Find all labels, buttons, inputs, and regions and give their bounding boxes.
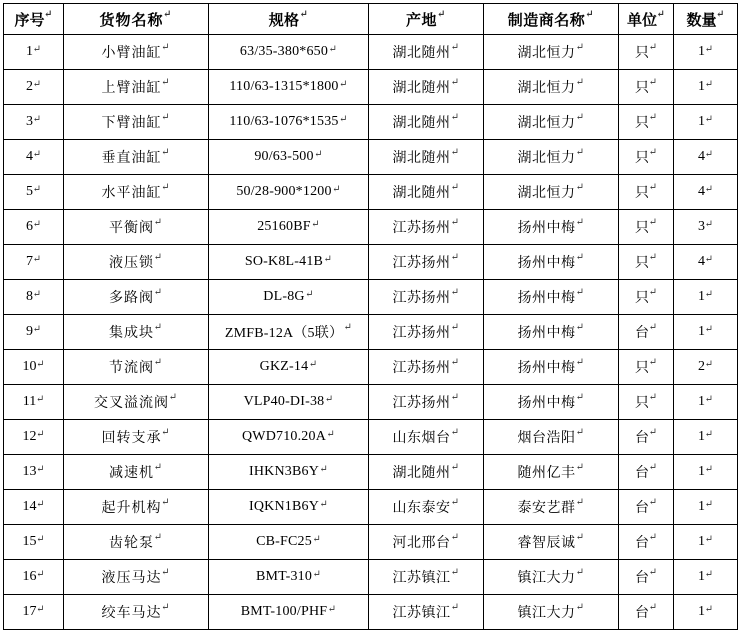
cell-maker — [484, 385, 619, 420]
cell-text: 扬州中梅 ↵ — [518, 252, 585, 272]
cell-text: DL-8G ↵ — [263, 289, 313, 305]
cell-text: 湖北随州 ↵ — [393, 77, 460, 97]
cell-text: 台 ↵ — [635, 567, 657, 587]
cell-text: 8 ↵ — [26, 289, 41, 305]
cell-name — [64, 175, 209, 210]
cell-text: 液压锁 ↵ — [109, 252, 163, 272]
cell-spec — [209, 140, 369, 175]
cell-seq — [4, 490, 64, 525]
table-row — [4, 315, 738, 350]
cell-text: 扬州中梅 ↵ — [518, 322, 585, 342]
cell-text: 14 ↵ — [23, 499, 45, 515]
cell-text: 16 ↵ — [23, 569, 45, 585]
cell-origin — [369, 420, 484, 455]
cell-qty — [674, 560, 738, 595]
cell-spec — [209, 210, 369, 245]
column-header-maker: 制造商名称 ↵ — [484, 4, 619, 35]
cell-text: 小臂油缸 ↵ — [102, 42, 171, 62]
cell-text: 下臂油缸 ↵ — [102, 112, 171, 132]
table-row — [4, 420, 738, 455]
cell-text: 台 ↵ — [635, 462, 657, 482]
cell-text: 50/28-900*1200 ↵ — [236, 184, 340, 200]
cell-text: IQKN1B6Y ↵ — [249, 499, 328, 515]
cell-qty — [674, 140, 738, 175]
table-header — [4, 4, 738, 35]
cell-seq — [4, 105, 64, 140]
cell-text: 回转支承 ↵ — [102, 427, 171, 447]
cell-origin — [369, 350, 484, 385]
cell-text: 台 ↵ — [635, 497, 657, 517]
cell-text: 泰安艺群 ↵ — [518, 497, 585, 517]
cell-maker — [484, 525, 619, 560]
cell-text: 湖北随州 ↵ — [393, 182, 460, 202]
cell-text: 河北邢台 ↵ — [393, 532, 460, 552]
cell-text: 90/63-500 ↵ — [254, 149, 322, 165]
cell-text: 台 ↵ — [635, 532, 657, 552]
cell-text: 扬州中梅 ↵ — [518, 217, 585, 237]
cell-qty — [674, 420, 738, 455]
cell-qty — [674, 245, 738, 280]
cell-text: 只 ↵ — [635, 287, 657, 307]
cell-text: 4 ↵ — [698, 149, 713, 165]
cell-text: 江苏扬州 ↵ — [393, 392, 460, 412]
cell-text: 1 ↵ — [698, 324, 713, 340]
cell-seq — [4, 280, 64, 315]
cell-text: 湖北恒力 ↵ — [518, 77, 585, 97]
cell-spec — [209, 175, 369, 210]
cell-spec — [209, 70, 369, 105]
cell-seq — [4, 455, 64, 490]
cell-text: 江苏扬州 ↵ — [393, 357, 460, 377]
cell-maker — [484, 70, 619, 105]
cell-text: 1 ↵ — [698, 289, 713, 305]
cell-unit — [619, 70, 674, 105]
cell-qty — [674, 70, 738, 105]
cell-text: 2 ↵ — [26, 79, 41, 95]
cell-spec — [209, 525, 369, 560]
cell-text: 江苏镇江 ↵ — [393, 567, 460, 587]
cell-text: 只 ↵ — [635, 112, 657, 132]
cell-text: 只 ↵ — [635, 392, 657, 412]
cell-text: 15 ↵ — [23, 534, 45, 550]
cell-text: 水平油缸 ↵ — [102, 182, 171, 202]
cell-qty — [674, 105, 738, 140]
cell-qty — [674, 175, 738, 210]
table-row — [4, 105, 738, 140]
table-row — [4, 175, 738, 210]
cell-maker — [484, 420, 619, 455]
table-body — [4, 35, 738, 630]
cell-text: 6 ↵ — [26, 219, 41, 235]
column-header-seq: 序号 ↵ — [4, 4, 64, 35]
cell-text: 湖北恒力 ↵ — [518, 182, 585, 202]
cell-origin — [369, 595, 484, 630]
cell-text: 湖北随州 ↵ — [393, 462, 460, 482]
cell-text: 山东烟台 ↵ — [393, 427, 460, 447]
cell-origin — [369, 560, 484, 595]
cell-text: 齿轮泵 ↵ — [109, 532, 163, 552]
cell-seq — [4, 560, 64, 595]
cell-seq — [4, 420, 64, 455]
cell-name — [64, 140, 209, 175]
cell-text: 7 ↵ — [26, 254, 41, 270]
cell-spec — [209, 490, 369, 525]
cell-text: 25160BF ↵ — [257, 219, 320, 235]
cell-text: 只 ↵ — [635, 217, 657, 237]
cell-maker — [484, 350, 619, 385]
cell-maker — [484, 35, 619, 70]
cell-text: 12 ↵ — [23, 429, 45, 445]
cell-origin — [369, 385, 484, 420]
cell-seq — [4, 140, 64, 175]
cell-name — [64, 105, 209, 140]
cell-qty — [674, 35, 738, 70]
cell-name — [64, 420, 209, 455]
cell-seq — [4, 210, 64, 245]
cell-text: 1 ↵ — [698, 604, 713, 620]
cell-text: 台 ↵ — [635, 602, 657, 622]
cell-maker — [484, 595, 619, 630]
cell-qty — [674, 525, 738, 560]
cell-unit — [619, 525, 674, 560]
cell-text: 只 ↵ — [635, 42, 657, 62]
cell-text: 湖北随州 ↵ — [393, 42, 460, 62]
cell-unit — [619, 105, 674, 140]
cell-unit — [619, 210, 674, 245]
cell-text: 镇江大力 ↵ — [518, 567, 585, 587]
cell-text: 睿智辰诚 ↵ — [518, 532, 585, 552]
cell-seq — [4, 350, 64, 385]
cell-text: 只 ↵ — [635, 252, 657, 272]
cell-spec — [209, 35, 369, 70]
cell-name — [64, 315, 209, 350]
table-row — [4, 280, 738, 315]
cell-qty — [674, 350, 738, 385]
cell-text: 1 ↵ — [698, 499, 713, 515]
cell-text: 1 ↵ — [26, 44, 41, 60]
goods-specification-table — [3, 3, 738, 630]
cell-seq — [4, 385, 64, 420]
cell-spec — [209, 350, 369, 385]
cell-spec — [209, 105, 369, 140]
cell-spec — [209, 280, 369, 315]
cell-text: 江苏扬州 ↵ — [393, 252, 460, 272]
cell-maker — [484, 315, 619, 350]
cell-text: 3 ↵ — [26, 114, 41, 130]
cell-name — [64, 245, 209, 280]
cell-unit — [619, 280, 674, 315]
table-row — [4, 385, 738, 420]
cell-origin — [369, 210, 484, 245]
cell-unit — [619, 245, 674, 280]
column-header-spec: 规格 ↵ — [209, 4, 369, 35]
cell-text: 随州亿丰 ↵ — [518, 462, 585, 482]
cell-text: 集成块 ↵ — [109, 322, 163, 342]
cell-text: 湖北恒力 ↵ — [518, 147, 585, 167]
cell-text: 绞车马达 ↵ — [102, 602, 171, 622]
table-row — [4, 35, 738, 70]
cell-qty — [674, 455, 738, 490]
cell-text: 扬州中梅 ↵ — [518, 357, 585, 377]
column-header-unit: 单位 ↵ — [619, 4, 674, 35]
cell-origin — [369, 455, 484, 490]
cell-text: 9 ↵ — [26, 324, 41, 340]
cell-qty — [674, 280, 738, 315]
cell-text: 只 ↵ — [635, 182, 657, 202]
cell-maker — [484, 105, 619, 140]
cell-text: ZMFB-12A（5联） ↵ — [225, 322, 352, 342]
cell-text: 多路阀 ↵ — [109, 287, 163, 307]
cell-text: 江苏扬州 ↵ — [393, 322, 460, 342]
cell-origin — [369, 175, 484, 210]
cell-text: 山东泰安 ↵ — [393, 497, 460, 517]
table-row — [4, 140, 738, 175]
cell-unit — [619, 175, 674, 210]
cell-text: BMT-100/PHF ↵ — [241, 604, 337, 620]
cell-text: 10 ↵ — [23, 359, 45, 375]
cell-text: BMT-310 ↵ — [256, 569, 321, 585]
cell-text: 镇江大力 ↵ — [518, 602, 585, 622]
cell-text: 4 ↵ — [26, 149, 41, 165]
cell-origin — [369, 35, 484, 70]
cell-name — [64, 35, 209, 70]
cell-text: VLP40-DI-38 ↵ — [244, 394, 334, 410]
table-row — [4, 210, 738, 245]
cell-seq — [4, 525, 64, 560]
cell-text: 平衡阀 ↵ — [109, 217, 163, 237]
cell-spec — [209, 455, 369, 490]
cell-text: CB-FC25 ↵ — [256, 534, 321, 550]
cell-text: 江苏扬州 ↵ — [393, 287, 460, 307]
cell-unit — [619, 420, 674, 455]
cell-text: 只 ↵ — [635, 147, 657, 167]
cell-spec — [209, 385, 369, 420]
cell-unit — [619, 315, 674, 350]
table-row — [4, 490, 738, 525]
cell-text: 2 ↵ — [698, 359, 713, 375]
cell-qty — [674, 210, 738, 245]
cell-spec — [209, 595, 369, 630]
column-header-name: 货物名称 ↵ — [64, 4, 209, 35]
cell-name — [64, 525, 209, 560]
column-header-origin: 产地 ↵ — [369, 4, 484, 35]
cell-text: 1 ↵ — [698, 44, 713, 60]
cell-text: 1 ↵ — [698, 79, 713, 95]
cell-name — [64, 595, 209, 630]
cell-maker — [484, 560, 619, 595]
table-row — [4, 70, 738, 105]
cell-origin — [369, 105, 484, 140]
cell-unit — [619, 595, 674, 630]
cell-maker — [484, 280, 619, 315]
table-row — [4, 455, 738, 490]
cell-seq — [4, 245, 64, 280]
table-row — [4, 560, 738, 595]
cell-unit — [619, 455, 674, 490]
cell-text: GKZ-14 ↵ — [260, 359, 318, 375]
cell-seq — [4, 70, 64, 105]
cell-text: 110/63-1315*1800 ↵ — [229, 79, 347, 95]
cell-qty — [674, 595, 738, 630]
cell-unit — [619, 35, 674, 70]
cell-maker — [484, 455, 619, 490]
cell-qty — [674, 315, 738, 350]
cell-spec — [209, 245, 369, 280]
cell-maker — [484, 490, 619, 525]
cell-unit — [619, 490, 674, 525]
cell-name — [64, 280, 209, 315]
cell-name — [64, 210, 209, 245]
cell-unit — [619, 140, 674, 175]
cell-name — [64, 350, 209, 385]
table-row — [4, 245, 738, 280]
cell-text: 湖北恒力 ↵ — [518, 42, 585, 62]
cell-text: 110/63-1076*1535 ↵ — [229, 114, 347, 130]
cell-text: 11 ↵ — [23, 394, 44, 410]
cell-name — [64, 385, 209, 420]
cell-text: 1 ↵ — [698, 464, 713, 480]
cell-origin — [369, 525, 484, 560]
cell-text: 扬州中梅 ↵ — [518, 392, 585, 412]
cell-maker — [484, 245, 619, 280]
cell-unit — [619, 385, 674, 420]
cell-name — [64, 490, 209, 525]
cell-text: 湖北随州 ↵ — [393, 112, 460, 132]
table-row — [4, 595, 738, 630]
cell-seq — [4, 175, 64, 210]
cell-origin — [369, 140, 484, 175]
cell-spec — [209, 560, 369, 595]
cell-text: 交叉溢流阀 ↵ — [94, 392, 178, 412]
cell-text: 5 ↵ — [26, 184, 41, 200]
cell-text: 湖北随州 ↵ — [393, 147, 460, 167]
cell-text: 液压马达 ↵ — [102, 567, 171, 587]
cell-origin — [369, 245, 484, 280]
cell-text: 湖北恒力 ↵ — [518, 112, 585, 132]
cell-text: 上臂油缸 ↵ — [102, 77, 171, 97]
cell-seq — [4, 315, 64, 350]
cell-origin — [369, 490, 484, 525]
cell-text: 台 ↵ — [635, 427, 657, 447]
cell-text: 4 ↵ — [698, 184, 713, 200]
table-header-row — [4, 4, 738, 35]
cell-text: 减速机 ↵ — [109, 462, 163, 482]
cell-unit — [619, 560, 674, 595]
cell-text: 起升机构 ↵ — [102, 497, 171, 517]
cell-text: 17 ↵ — [23, 604, 45, 620]
cell-text: 1 ↵ — [698, 534, 713, 550]
cell-text: 13 ↵ — [23, 464, 45, 480]
cell-maker — [484, 140, 619, 175]
cell-text: 节流阀 ↵ — [109, 357, 163, 377]
cell-origin — [369, 315, 484, 350]
cell-qty — [674, 490, 738, 525]
cell-text: 江苏镇江 ↵ — [393, 602, 460, 622]
cell-text: 1 ↵ — [698, 429, 713, 445]
cell-text: 1 ↵ — [698, 114, 713, 130]
cell-text: SO-K8L-41B ↵ — [245, 254, 332, 270]
cell-origin — [369, 280, 484, 315]
cell-text: QWD710.20A ↵ — [242, 429, 335, 445]
cell-text: 1 ↵ — [698, 394, 713, 410]
cell-name — [64, 560, 209, 595]
cell-maker — [484, 175, 619, 210]
cell-qty — [674, 385, 738, 420]
cell-text: 台 ↵ — [635, 322, 657, 342]
cell-text: 垂直油缸 ↵ — [102, 147, 171, 167]
cell-maker — [484, 210, 619, 245]
column-header-qty: 数量 ↵ — [674, 4, 738, 35]
cell-seq — [4, 595, 64, 630]
cell-text: 只 ↵ — [635, 77, 657, 97]
cell-text: 江苏扬州 ↵ — [393, 217, 460, 237]
cell-name — [64, 70, 209, 105]
cell-text: 扬州中梅 ↵ — [518, 287, 585, 307]
table-row — [4, 350, 738, 385]
cell-text: 烟台浩阳 ↵ — [518, 427, 585, 447]
cell-spec — [209, 315, 369, 350]
cell-text: 63/35-380*650 ↵ — [240, 44, 337, 60]
cell-name — [64, 455, 209, 490]
table-row — [4, 525, 738, 560]
cell-seq — [4, 35, 64, 70]
cell-unit — [619, 350, 674, 385]
cell-text: 1 ↵ — [698, 569, 713, 585]
cell-origin — [369, 70, 484, 105]
cell-text: 只 ↵ — [635, 357, 657, 377]
cell-spec — [209, 420, 369, 455]
cell-text: IHKN3B6Y ↵ — [249, 464, 328, 480]
cell-text: 3 ↵ — [698, 219, 713, 235]
cell-text: 4 ↵ — [698, 254, 713, 270]
